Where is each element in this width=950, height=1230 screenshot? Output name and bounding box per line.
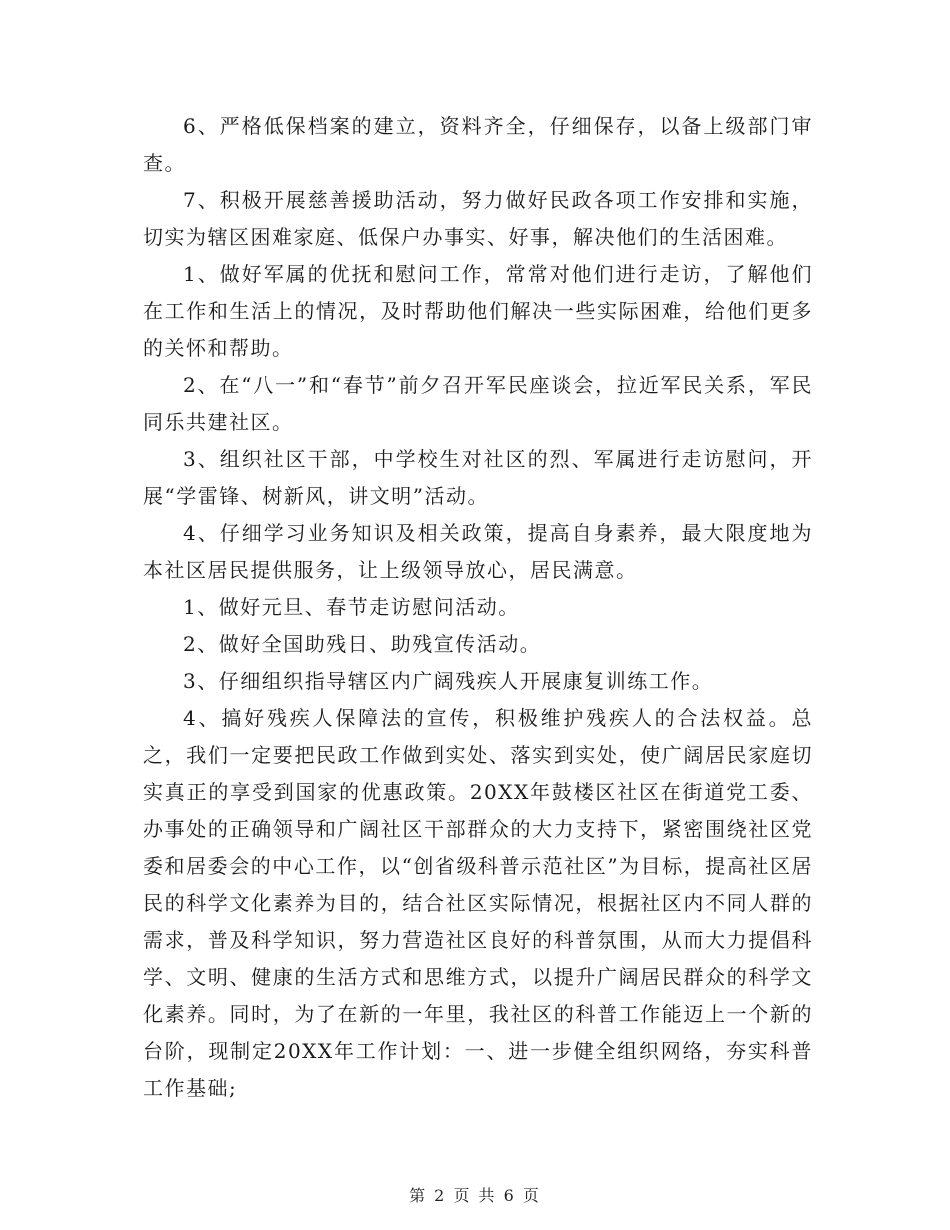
page-footer: 第 2 页 共 6 页 (409, 1186, 541, 1205)
paragraph-3: 1、做好军属的优抚和慰问工作，常常对他们进行走访，了解他们在工作和生活上的情况，及时帮助他们解决一些实际困难，给他们更多的关怀和帮助。 (143, 262, 813, 360)
paragraph-8: 2、做好全国助残日、助残宣传活动。 (183, 632, 542, 656)
paragraph-9: 3、仔细组织指导辖区内广阔残疾人开展康复训练工作。 (183, 669, 714, 693)
paragraph-1: 6、严格低保档案的建立，资料齐全，仔细保存，以备上级部门审查。 (143, 114, 813, 175)
paragraph-6: 4、仔细学习业务知识及相关政策，提高自身素养，最大限度地为本社区居民提供服务，让上级领导放心，居民满意。 (143, 521, 813, 582)
document-body (143, 108, 813, 1107)
paragraph-7: 1、做好元旦、春节走访慰问活动。 (183, 595, 520, 619)
paragraph-5: 3、组织社区干部，中学校生对社区的烈、军属进行走访慰问，开展“学雷锋、树新风，讲文明”活动。 (143, 447, 813, 508)
paragraph-4: 2、在“八一”和“春节”前夕召开军民座谈会，拉近军民关系，军民同乐共建社区。 (143, 373, 813, 434)
paragraph-10: 4、搞好残疾人保障法的宣传，积极维护残疾人的合法权益。总之，我们一定要把民政工作做到实处、落实到实处，使广阔居民家庭切实真正的享受到国家的优惠政策。20XX年鼓楼区社区在街道党工委、办事处的正确领导和广阔社区干部群众的大力支持下，紧密围绕社区党委和居委会的中心工作，以“创省级科普示范社区”为目标，提高社区居民的科学文化素养为目的，结合社区实际情况，根据社区内不同人群的需求，普及科学知识，努力营造社区良好的科普氛围，从而大力提倡科学、文明、健康的生活方式和思维方式，以提升广阔居民群众的科学文化素养。同时，为了在新的一年里，我社区的科普工作能迈上一个新的台阶，现制定20XX年工作计划：一、进一步健全组织网络，夯实科普工作基础; (143, 706, 813, 1100)
paragraph-2: 7、积极开展慈善援助活动，努力做好民政各项工作安排和实施，切实为辖区困难家庭、低保户办事实、好事，解决他们的生活困难。 (143, 188, 813, 249)
